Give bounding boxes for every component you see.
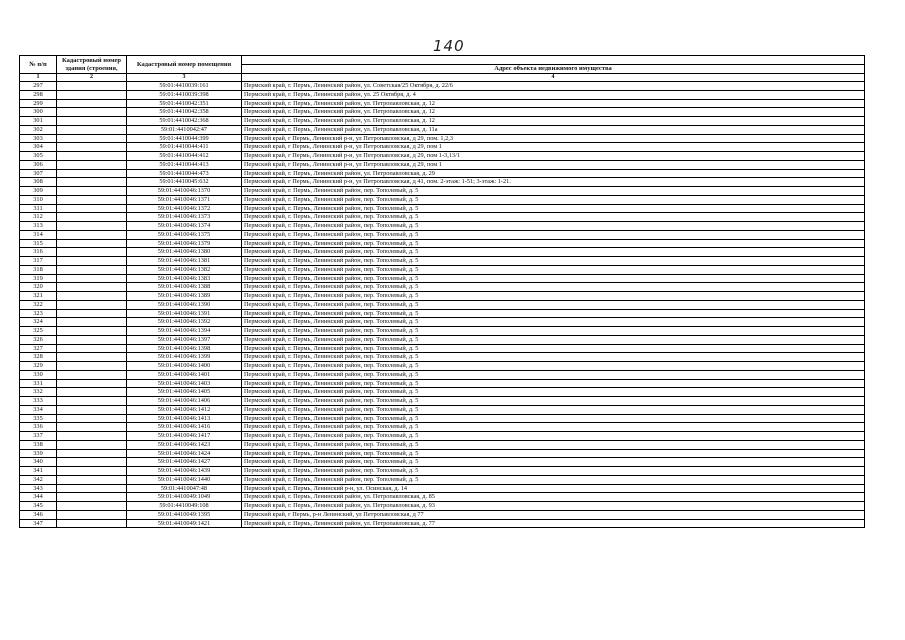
cell-building-cadastral <box>57 213 127 222</box>
table-row <box>20 265 865 274</box>
table-row <box>20 152 865 161</box>
cell-building-cadastral <box>57 309 127 318</box>
cell-address: Пермский край, г. Пермь, Ленинский район, ул. Петропавловская, д. 29 <box>242 169 865 178</box>
cell-building-cadastral <box>57 222 127 231</box>
cell-building-cadastral <box>57 370 127 379</box>
cell-number: 303 <box>20 134 57 143</box>
cell-room-cadastral: 59:01:4410046:1373 <box>127 213 242 222</box>
header-address-spacer <box>242 56 865 65</box>
table-header <box>20 56 865 82</box>
table-row <box>20 82 865 91</box>
cell-number: 307 <box>20 169 57 178</box>
table-row <box>20 370 865 379</box>
cell-address: Пермский край, г Пермь, Ленинский р-н, ул Петропавловская, д 29, пом 1 <box>242 143 865 152</box>
header-room-cadastral: Кадастровый номер помещения <box>127 56 242 74</box>
table-row <box>20 125 865 134</box>
cell-room-cadastral: 59:01:4410046:1381 <box>127 257 242 266</box>
cell-room-cadastral: 59:01:4410046:1380 <box>127 248 242 257</box>
cell-room-cadastral: 59:01:4410046:1439 <box>127 467 242 476</box>
table-row <box>20 397 865 406</box>
cell-room-cadastral: 59:01:4410039:398 <box>127 90 242 99</box>
table-row <box>20 519 865 528</box>
cell-address: Пермский край, г. Пермь, Ленинский район, пер. Тополевый, д. 5 <box>242 370 865 379</box>
cell-address: Пермский край, г. Пермь, Ленинский район, пер. Тополевый, д. 5 <box>242 213 865 222</box>
cell-room-cadastral: 59:01:4410046:1371 <box>127 195 242 204</box>
cell-building-cadastral <box>57 318 127 327</box>
cell-room-cadastral: 59:01:4410046:1372 <box>127 204 242 213</box>
cell-address: Пермский край, г. Пермь, Ленинский район, пер. Тополевый, д. 5 <box>242 265 865 274</box>
cell-number: 323 <box>20 309 57 318</box>
table-row <box>20 309 865 318</box>
table-row <box>20 388 865 397</box>
table-row <box>20 143 865 152</box>
cell-building-cadastral <box>57 230 127 239</box>
cell-number: 326 <box>20 335 57 344</box>
cell-number: 325 <box>20 327 57 336</box>
cell-address: Пермский край, г. Пермь, Ленинский район, пер. Тополевый, д. 5 <box>242 300 865 309</box>
cell-building-cadastral <box>57 125 127 134</box>
cell-number: 335 <box>20 414 57 423</box>
cell-address: Пермский край, г. Пермь, Ленинский район, пер. Тополевый, д. 5 <box>242 423 865 432</box>
cell-number: 310 <box>20 195 57 204</box>
cell-room-cadastral: 59:01:4410046:1390 <box>127 300 242 309</box>
cell-number: 322 <box>20 300 57 309</box>
cell-room-cadastral: 59:01:4410044:473 <box>127 169 242 178</box>
table-row <box>20 458 865 467</box>
cell-number: 318 <box>20 265 57 274</box>
cell-room-cadastral: 59:01:4410042:358 <box>127 108 242 117</box>
cell-number: 327 <box>20 344 57 353</box>
cell-number: 332 <box>20 388 57 397</box>
cell-number: 317 <box>20 257 57 266</box>
cell-address: Пермский край, г. Пермь, Ленинский район, пер. Тополевый, д. 5 <box>242 362 865 371</box>
cell-room-cadastral: 59:01:4410046:1398 <box>127 344 242 353</box>
table-row <box>20 204 865 213</box>
cell-building-cadastral <box>57 423 127 432</box>
cell-room-cadastral: 59:01:4410046:1379 <box>127 239 242 248</box>
cell-address: Пермский край, г. Пермь, Ленинский район, пер. Тополевый, д. 5 <box>242 195 865 204</box>
cell-number: 341 <box>20 467 57 476</box>
cell-address: Пермский край, г. Пермь, Ленинский район, ул. Петропавловская, д. 85 <box>242 493 865 502</box>
cell-room-cadastral: 59:01:4410046:1401 <box>127 370 242 379</box>
cell-building-cadastral <box>57 405 127 414</box>
table-row <box>20 344 865 353</box>
cell-building-cadastral <box>57 379 127 388</box>
cell-room-cadastral: 59:01:4410042:368 <box>127 117 242 126</box>
cell-address: Пермский край, г. Пермь, Ленинский район, ул. Советская/25 Октября, д. 22/6 <box>242 82 865 91</box>
cell-number: 311 <box>20 204 57 213</box>
cell-building-cadastral <box>57 195 127 204</box>
cell-room-cadastral: 59:01:4410046:1370 <box>127 187 242 196</box>
cell-room-cadastral: 59:01:4410049:1395 <box>127 510 242 519</box>
cell-number: 330 <box>20 370 57 379</box>
cell-room-cadastral: 59:01:4410046:1416 <box>127 423 242 432</box>
cell-building-cadastral <box>57 397 127 406</box>
cell-building-cadastral <box>57 160 127 169</box>
cell-number: 346 <box>20 510 57 519</box>
table-body <box>20 82 865 528</box>
cell-number: 328 <box>20 353 57 362</box>
cell-number: 301 <box>20 117 57 126</box>
cell-building-cadastral <box>57 327 127 336</box>
cell-room-cadastral: 59:01:4410044:399 <box>127 134 242 143</box>
cell-room-cadastral: 59:01:4410046:1388 <box>127 283 242 292</box>
cell-building-cadastral <box>57 108 127 117</box>
table-row <box>20 475 865 484</box>
cell-number: 331 <box>20 379 57 388</box>
property-registry-table <box>19 55 865 528</box>
header-colnum-1: 1 <box>20 74 57 82</box>
cell-building-cadastral <box>57 82 127 91</box>
table-row <box>20 178 865 187</box>
cell-building-cadastral <box>57 283 127 292</box>
cell-room-cadastral: 59:01:4410046:1383 <box>127 274 242 283</box>
cell-building-cadastral <box>57 484 127 493</box>
table-row <box>20 405 865 414</box>
cell-address: Пермский край, г. Пермь, Ленинский район, пер. Тополевый, д. 5 <box>242 292 865 301</box>
cell-room-cadastral: 59:01:4410046:1374 <box>127 222 242 231</box>
cell-number: 334 <box>20 405 57 414</box>
cell-number: 319 <box>20 274 57 283</box>
cell-building-cadastral <box>57 178 127 187</box>
cell-number: 324 <box>20 318 57 327</box>
cell-building-cadastral <box>57 519 127 528</box>
cell-address: Пермский край, г. Пермь, Ленинский район, ул. Петропавловская, д. 77 <box>242 519 865 528</box>
cell-room-cadastral: 59:01:4410046:1382 <box>127 265 242 274</box>
cell-address: Пермский край, г. Пермь, Ленинский район, пер. Тополевый, д. 5 <box>242 405 865 414</box>
cell-number: 340 <box>20 458 57 467</box>
cell-building-cadastral <box>57 143 127 152</box>
cell-room-cadastral: 59:01:4410047:48 <box>127 484 242 493</box>
cell-address: Пермский край, г Пермь, Ленинский р-н, ул Петропавловская, д 29, пом 1-3,13/1 <box>242 152 865 161</box>
table-row <box>20 327 865 336</box>
table-row <box>20 423 865 432</box>
cell-building-cadastral <box>57 99 127 108</box>
cell-building-cadastral <box>57 239 127 248</box>
header-address: Адрес объекта недвижимого имущества <box>242 65 865 74</box>
cell-number: 344 <box>20 493 57 502</box>
cell-building-cadastral <box>57 432 127 441</box>
cell-room-cadastral: 59:01:4410046:1400 <box>127 362 242 371</box>
table-row <box>20 274 865 283</box>
table-row <box>20 318 865 327</box>
cell-building-cadastral <box>57 467 127 476</box>
table-row <box>20 379 865 388</box>
cell-address: Пермский край, г. Пермь, Ленинский район, пер. Тополевый, д. 5 <box>242 204 865 213</box>
cell-building-cadastral <box>57 335 127 344</box>
table-row <box>20 187 865 196</box>
cell-number: 306 <box>20 160 57 169</box>
table-row <box>20 90 865 99</box>
cell-number: 314 <box>20 230 57 239</box>
cell-room-cadastral: 59:01:4410046:1413 <box>127 414 242 423</box>
cell-address: Пермский край, г. Пермь, Ленинский район, пер. Тополевый, д. 5 <box>242 283 865 292</box>
cell-address: Пермский край, г. Пермь, Ленинский район, пер. Тополевый, д. 5 <box>242 475 865 484</box>
cell-number: 336 <box>20 423 57 432</box>
cell-building-cadastral <box>57 353 127 362</box>
cell-address: Пермский край, г. Пермь, Ленинский район, ул. Петропавловская, д. 12 <box>242 99 865 108</box>
cell-address: Пермский край, г. Пермь, Ленинский район, пер. Тополевый, д. 5 <box>242 449 865 458</box>
cell-building-cadastral <box>57 274 127 283</box>
cell-address: Пермский край, г. Пермь, Ленинский район, пер. Тополевый, д. 5 <box>242 248 865 257</box>
table-row <box>20 353 865 362</box>
table-row <box>20 493 865 502</box>
cell-address: Пермский край, г. Пермь, Ленинский район, пер. Тополевый, д. 5 <box>242 467 865 476</box>
cell-room-cadastral: 59:01:4410039:161 <box>127 82 242 91</box>
cell-address: Пермский край, г. Пермь, Ленинский район, пер. Тополевый, д. 5 <box>242 230 865 239</box>
cell-address: Пермский край, г Пермь, Ленинский р-н, ул Петропавловская, д 41, пом. 2-этаж: 1-51; 3-этаж: 1-21. <box>242 178 865 187</box>
cell-address: Пермский край, г. Пермь, Ленинский р-н, ул. Осинская, д. 14 <box>242 484 865 493</box>
cell-room-cadastral: 59:01:4410046:1406 <box>127 397 242 406</box>
cell-address: Пермский край, г. Пермь, Ленинский район, пер. Тополевый, д. 5 <box>242 327 865 336</box>
cell-room-cadastral: 59:01:4410046:1424 <box>127 449 242 458</box>
cell-address: Пермский край, г. Пермь, Ленинский район, ул. 25 Октября, д. 4 <box>242 90 865 99</box>
cell-address: Пермский край, г. Пермь, Ленинский район, пер. Тополевый, д. 5 <box>242 257 865 266</box>
cell-address: Пермский край, г. Пермь, Ленинский район, пер. Тополевый, д. 5 <box>242 397 865 406</box>
cell-room-cadastral: 59:01:4410046:1399 <box>127 353 242 362</box>
table-row <box>20 283 865 292</box>
cell-room-cadastral: 59:01:4410046:1375 <box>127 230 242 239</box>
header-number: № п/п <box>20 56 57 74</box>
table-row <box>20 502 865 511</box>
cell-number: 320 <box>20 283 57 292</box>
cell-number: 342 <box>20 475 57 484</box>
cell-address: Пермский край, г. Пермь, Ленинский район, пер. Тополевый, д. 5 <box>242 353 865 362</box>
cell-building-cadastral <box>57 300 127 309</box>
cell-building-cadastral <box>57 502 127 511</box>
cell-address: Пермский край, г. Пермь, Ленинский район, пер. Тополевый, д. 5 <box>242 379 865 388</box>
cell-building-cadastral <box>57 117 127 126</box>
cell-building-cadastral <box>57 414 127 423</box>
cell-address: Пермский край, г. Пермь, Ленинский район, ул. Петропавловская, д. 93 <box>242 502 865 511</box>
cell-building-cadastral <box>57 475 127 484</box>
cell-building-cadastral <box>57 388 127 397</box>
header-colnum-3: 3 <box>127 74 242 82</box>
cell-building-cadastral <box>57 449 127 458</box>
cell-building-cadastral <box>57 292 127 301</box>
cell-address: Пермский край, г. Пермь, Ленинский район, пер. Тополевый, д. 5 <box>242 309 865 318</box>
table-row <box>20 484 865 493</box>
cell-address: Пермский край, г. Пермь, Ленинский район, пер. Тополевый, д. 5 <box>242 458 865 467</box>
cell-room-cadastral: 59:01:4410042:351 <box>127 99 242 108</box>
cell-address: Пермский край, г. Пермь, Ленинский район, пер. Тополевый, д. 5 <box>242 414 865 423</box>
table-row <box>20 239 865 248</box>
header-building-cadastral: Кадастровый номер здания (строения, <box>57 56 127 74</box>
table-row <box>20 467 865 476</box>
header-colnum-2: 2 <box>57 74 127 82</box>
cell-address: Пермский край, г. Пермь, Ленинский район, пер. Тополевый, д. 5 <box>242 318 865 327</box>
cell-address: Пермский край, г. Пермь, Ленинский район, пер. Тополевый, д. 5 <box>242 274 865 283</box>
cell-address: Пермский край, г. Пермь, Ленинский район, пер. Тополевый, д. 5 <box>242 440 865 449</box>
table-row <box>20 248 865 257</box>
cell-address: Пермский край, г Пермь, р-н Ленинский, ул Петропавловская, д 77 <box>242 510 865 519</box>
cell-number: 343 <box>20 484 57 493</box>
cell-address: Пермский край, г. Пермь, Ленинский район, пер. Тополевый, д. 5 <box>242 187 865 196</box>
cell-number: 297 <box>20 82 57 91</box>
cell-address: Пермский край, г. Пермь, Ленинский район, пер. Тополевый, д. 5 <box>242 432 865 441</box>
cell-address: Пермский край, г. Пермь, Ленинский район, ул. Петропавловская, д. 11а <box>242 125 865 134</box>
table-row <box>20 414 865 423</box>
cell-number: 316 <box>20 248 57 257</box>
table-row <box>20 169 865 178</box>
cell-room-cadastral: 59:01:4410046:1412 <box>127 405 242 414</box>
cell-building-cadastral <box>57 440 127 449</box>
cell-building-cadastral <box>57 204 127 213</box>
table-row <box>20 449 865 458</box>
cell-room-cadastral: 59:01:4410045:632 <box>127 178 242 187</box>
cell-room-cadastral: 59:01:4410046:1403 <box>127 379 242 388</box>
cell-room-cadastral: 59:01:4410046:1440 <box>127 475 242 484</box>
cell-address: Пермский край, г. Пермь, Ленинский район, ул. Петропавловская, д. 12 <box>242 108 865 117</box>
table-row <box>20 292 865 301</box>
table-row <box>20 362 865 371</box>
cell-address: Пермский край, г. Пермь, Ленинский район, ул. Петропавловская, д. 12 <box>242 117 865 126</box>
cell-building-cadastral <box>57 362 127 371</box>
cell-number: 308 <box>20 178 57 187</box>
cell-room-cadastral: 59:01:4410046:1391 <box>127 309 242 318</box>
cell-room-cadastral: 59:01:4410046:1397 <box>127 335 242 344</box>
cell-number: 339 <box>20 449 57 458</box>
cell-building-cadastral <box>57 265 127 274</box>
cell-room-cadastral: 59:01:4410046:1389 <box>127 292 242 301</box>
cell-number: 333 <box>20 397 57 406</box>
cell-room-cadastral: 59:01:4410046:1423 <box>127 440 242 449</box>
cell-number: 298 <box>20 90 57 99</box>
cell-number: 304 <box>20 143 57 152</box>
cell-building-cadastral <box>57 257 127 266</box>
cell-building-cadastral <box>57 248 127 257</box>
cell-address: Пермский край, г Пермь, Ленинский р-н, ул Петропавловская, д 29, пом 1 <box>242 160 865 169</box>
table-row <box>20 213 865 222</box>
header-colnum-4: 4 <box>242 74 865 82</box>
cell-room-cadastral: 59:01:4410046:1392 <box>127 318 242 327</box>
cell-room-cadastral: 59:01:4410049:1421 <box>127 519 242 528</box>
cell-number: 302 <box>20 125 57 134</box>
cell-building-cadastral <box>57 344 127 353</box>
cell-address: Пермский край, г. Пермь, Ленинский район, пер. Тополевый, д. 5 <box>242 344 865 353</box>
table-row <box>20 117 865 126</box>
table-row <box>20 300 865 309</box>
cell-room-cadastral: 59:01:4410046:1394 <box>127 327 242 336</box>
cell-building-cadastral <box>57 90 127 99</box>
cell-room-cadastral: 59:01:4410046:1417 <box>127 432 242 441</box>
cell-number: 347 <box>20 519 57 528</box>
table-row <box>20 134 865 143</box>
cell-building-cadastral <box>57 152 127 161</box>
table-row <box>20 230 865 239</box>
cell-number: 299 <box>20 99 57 108</box>
cell-number: 338 <box>20 440 57 449</box>
cell-number: 313 <box>20 222 57 231</box>
table-row <box>20 108 865 117</box>
cell-number: 315 <box>20 239 57 248</box>
table-row <box>20 510 865 519</box>
cell-address: Пермский край, г. Пермь, Ленинский район, пер. Тополевый, д. 5 <box>242 239 865 248</box>
cell-number: 329 <box>20 362 57 371</box>
cell-number: 321 <box>20 292 57 301</box>
table-row <box>20 222 865 231</box>
cell-address: Пермский край, г Пермь, Ленинский р-н, ул Петропавловская, д 29, пом. 1,2,3 <box>242 134 865 143</box>
cell-building-cadastral <box>57 493 127 502</box>
cell-room-cadastral: 59:01:4410049:108 <box>127 502 242 511</box>
table-row <box>20 160 865 169</box>
cell-room-cadastral: 59:01:4410046:1405 <box>127 388 242 397</box>
cell-building-cadastral <box>57 134 127 143</box>
table-row <box>20 257 865 266</box>
page-number: 140 <box>433 37 465 55</box>
cell-number: 305 <box>20 152 57 161</box>
cell-room-cadastral: 59:01:4410049:1049 <box>127 493 242 502</box>
table-row <box>20 440 865 449</box>
cell-address: Пермский край, г. Пермь, Ленинский район, пер. Тополевый, д. 5 <box>242 388 865 397</box>
cell-room-cadastral: 59:01:4410042:47 <box>127 125 242 134</box>
table-row <box>20 432 865 441</box>
cell-room-cadastral: 59:01:4410044:411 <box>127 143 242 152</box>
table-row <box>20 195 865 204</box>
table-row <box>20 335 865 344</box>
cell-room-cadastral: 59:01:4410044:413 <box>127 160 242 169</box>
cell-building-cadastral <box>57 510 127 519</box>
cell-number: 309 <box>20 187 57 196</box>
cell-building-cadastral <box>57 458 127 467</box>
cell-number: 312 <box>20 213 57 222</box>
cell-number: 300 <box>20 108 57 117</box>
cell-building-cadastral <box>57 187 127 196</box>
cell-building-cadastral <box>57 169 127 178</box>
cell-number: 337 <box>20 432 57 441</box>
cell-room-cadastral: 59:01:4410046:1427 <box>127 458 242 467</box>
cell-room-cadastral: 59:01:4410044:412 <box>127 152 242 161</box>
cell-number: 345 <box>20 502 57 511</box>
table-row <box>20 99 865 108</box>
cell-address: Пермский край, г. Пермь, Ленинский район, пер. Тополевый, д. 5 <box>242 335 865 344</box>
cell-address: Пермский край, г. Пермь, Ленинский район, пер. Тополевый, д. 5 <box>242 222 865 231</box>
